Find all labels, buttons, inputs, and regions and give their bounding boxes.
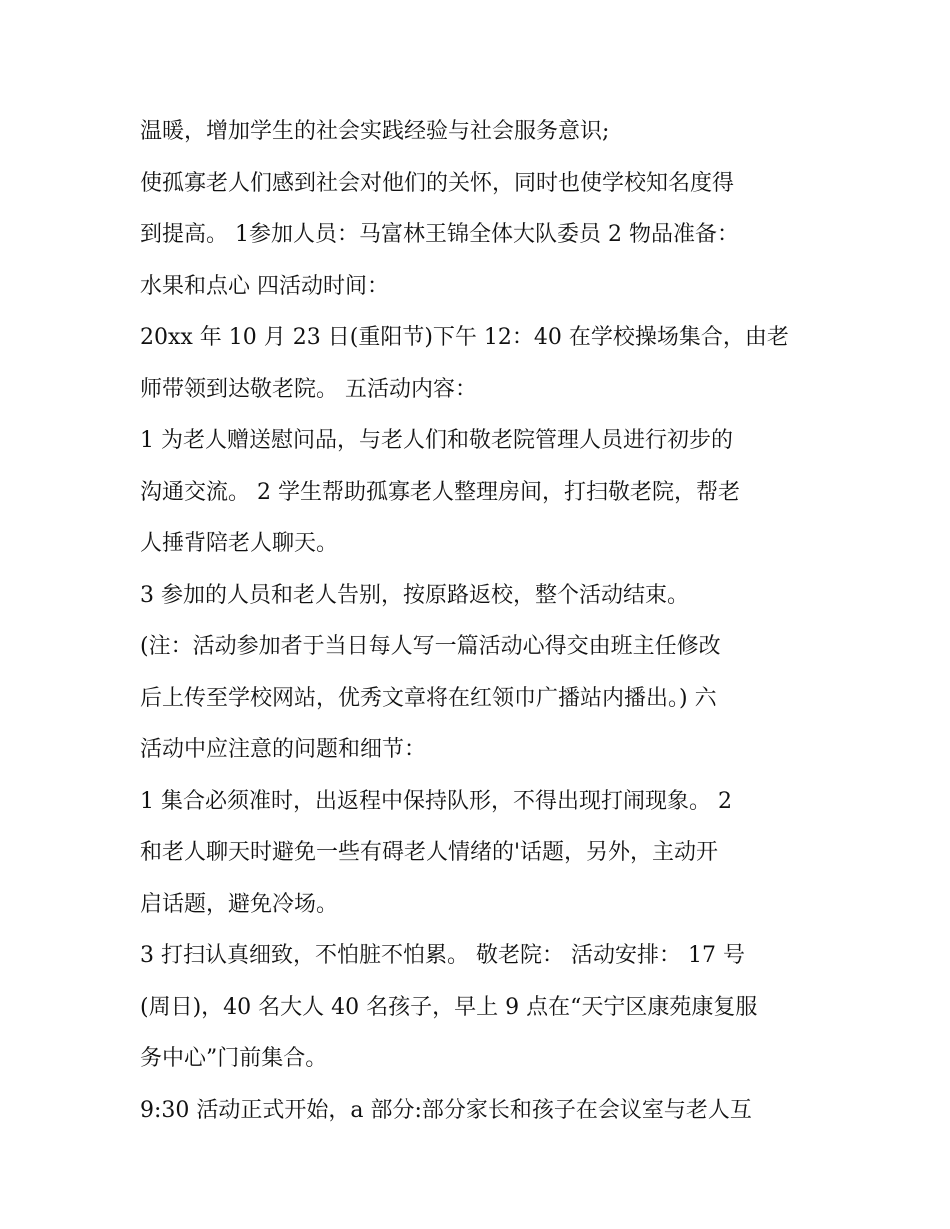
- text-line: 务中心”门前集合。: [140, 1046, 328, 1071]
- text-line: 活动中应注意的问题和细节：: [140, 737, 427, 762]
- text-line: 1 为老人赠送慰问品，与老人们和敬老院管理人员进行初步的: [140, 428, 733, 453]
- text-line: 3 打扫认真细致，不怕脏不怕累。 敬老院： 活动安排： 17 号: [140, 943, 745, 968]
- text-line: 3 参加的人员和老人告别，按原路返校，整个活动结束。: [140, 582, 689, 608]
- text-line: 和老人聊天时避免一些有碍老人情绪的'话题，另外，主动开: [140, 840, 719, 865]
- text-line: (周日)，40 名大人 40 名孩子，早上 9 点在“天宁区康苑康复服: [140, 994, 758, 1020]
- text-line: 到提高。 1参加人员：马富林王锦全体大队委员 2 物品准备：: [140, 222, 739, 247]
- text-line: 温暖，增加学生的社会实践经验与社会服务意识;: [140, 119, 610, 144]
- text-line: 使孤寡老人们感到社会对他们的关怀，同时也使学校知名度得: [140, 170, 735, 196]
- text-line: 沟通交流。 2 学生帮助孤寡老人整理房间，打扫敬老院，帮老: [140, 479, 740, 505]
- text-line: 人捶背陪老人聊天。: [140, 531, 339, 556]
- text-line: 启话题，避免冷场。: [140, 891, 339, 917]
- text-line: 后上传至学校网站，优秀文章将在红领巾广播站内播出。) 六: [140, 685, 717, 711]
- document-body: [140, 106, 820, 1136]
- text-line: 9:30 活动正式开始，a 部分:部分家长和孩子在会议室与老人互: [140, 1097, 752, 1123]
- text-line: (注：活动参加者于当日每人写一篇活动心得交由班主任修改: [140, 634, 721, 659]
- text-line: 1 集合必须准时，出返程中保持队形，不得出现打闹现象。 2: [140, 788, 732, 814]
- text-line: 20xx 年 10 月 23 日(重阳节)下午 12：40 在学校操场集合，由老: [140, 325, 789, 350]
- text-line: 水果和点心 四活动时间：: [140, 273, 389, 299]
- text-line: 师带领到达敬老院。 五活动内容：: [140, 376, 477, 402]
